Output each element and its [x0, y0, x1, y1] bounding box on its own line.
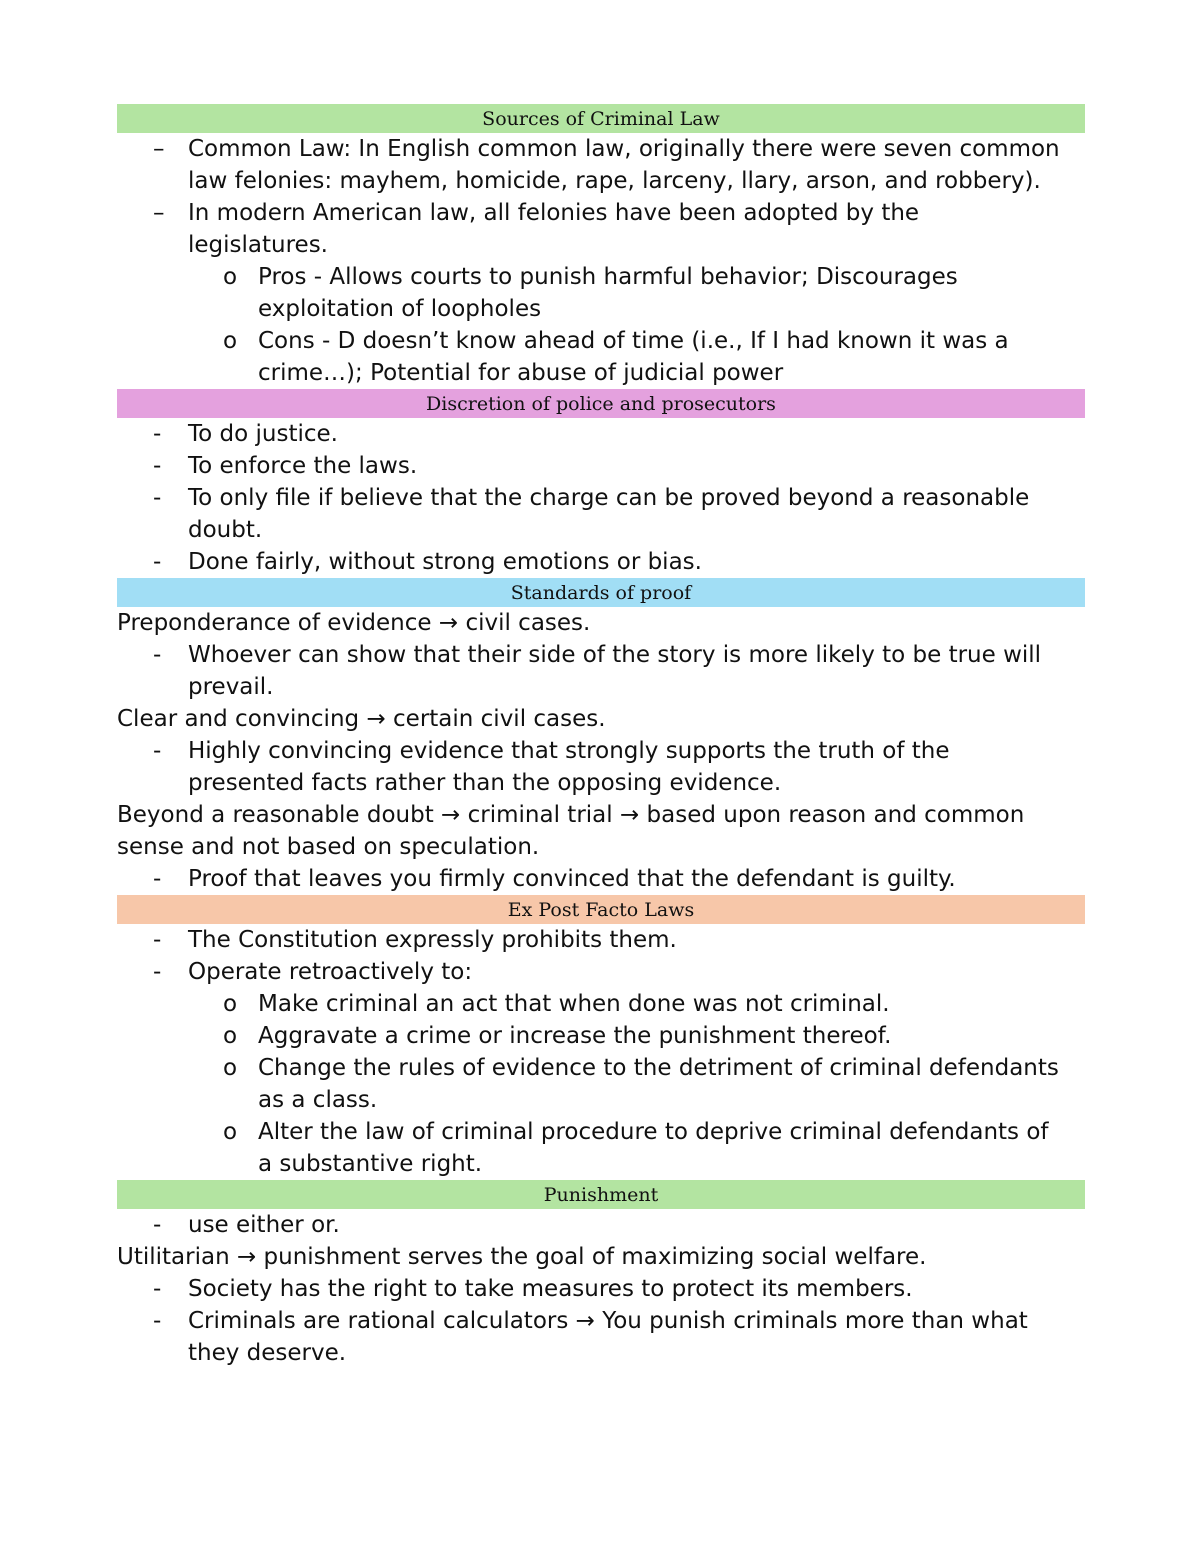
text-line: as a class. — [258, 1087, 378, 1113]
list-item — [117, 1020, 1085, 1052]
dash-bullet-icon: - — [153, 1276, 162, 1302]
list-item — [117, 1273, 1085, 1305]
text-line: law felonies: mayhem, homicide, rape, larceny, llary, arson, and robbery). — [188, 168, 1041, 194]
document-page — [117, 104, 1085, 1369]
paragraph — [117, 607, 1085, 639]
list-item — [117, 1305, 1085, 1369]
text-line: Beyond a reasonable doubt → criminal trial → based upon reason and common — [117, 802, 1025, 828]
dash-bullet-icon: - — [153, 927, 162, 953]
list-item — [117, 450, 1085, 482]
list-item — [117, 924, 1085, 956]
paragraph — [117, 799, 1085, 863]
circle-bullet-icon: o — [223, 991, 238, 1017]
paragraph — [117, 703, 1085, 735]
text-line: Common Law: In English common law, originally there were seven common — [188, 136, 1060, 162]
list-item — [117, 546, 1085, 578]
text-line: doubt. — [188, 517, 263, 543]
dash-bullet-icon: – — [153, 200, 165, 226]
list-item — [117, 197, 1085, 261]
list-item — [117, 325, 1085, 389]
section-heading: Discretion of police and prosecutors — [117, 389, 1085, 418]
dash-bullet-icon: - — [153, 1212, 162, 1238]
text-line: Alter the law of criminal procedure to deprive criminal defendants of — [258, 1119, 1049, 1145]
dash-bullet-icon: - — [153, 453, 162, 479]
text-line: sense and not based on speculation. — [117, 834, 540, 860]
dash-bullet-icon: - — [153, 959, 162, 985]
dash-bullet-icon: - — [153, 549, 162, 575]
list-item — [117, 1052, 1085, 1116]
dash-bullet-icon: - — [153, 642, 162, 668]
section-heading: Punishment — [117, 1180, 1085, 1209]
text-line: use either or. — [188, 1212, 340, 1238]
text-line: Done fairly, without strong emotions or bias. — [188, 549, 702, 575]
list-item — [117, 482, 1085, 546]
text-line: crime…); Potential for abuse of judicial power — [258, 360, 784, 386]
text-line: Utilitarian → punishment serves the goal of maximizing social welfare. — [117, 1244, 927, 1270]
text-line: Criminals are rational calculators → You punish criminals more than what — [188, 1308, 1028, 1334]
dash-bullet-icon: - — [153, 421, 162, 447]
text-line: Aggravate a crime or increase the punishment thereof. — [258, 1023, 892, 1049]
section-heading: Ex Post Facto Laws — [117, 895, 1085, 924]
list-item — [117, 863, 1085, 895]
list-item — [117, 1209, 1085, 1241]
text-line: prevail. — [188, 674, 274, 700]
text-line: legislatures. — [188, 232, 328, 258]
text-line: exploitation of loopholes — [258, 296, 542, 322]
text-line: To do justice. — [188, 421, 338, 447]
list-item — [117, 418, 1085, 450]
list-item — [117, 988, 1085, 1020]
text-line: Highly convincing evidence that strongly supports the truth of the — [188, 738, 950, 764]
text-line: presented facts rather than the opposing evidence. — [188, 770, 782, 796]
text-line: Change the rules of evidence to the detriment of criminal defendants — [258, 1055, 1059, 1081]
text-line: Pros - Allows courts to punish harmful behavior; Discourages — [258, 264, 958, 290]
list-item — [117, 639, 1085, 703]
list-item — [117, 261, 1085, 325]
dash-bullet-icon: - — [153, 866, 162, 892]
paragraph — [117, 1241, 1085, 1273]
text-line: To enforce the laws. — [188, 453, 418, 479]
text-line: Make criminal an act that when done was not criminal. — [258, 991, 890, 1017]
text-line: Cons - D doesn’t know ahead of time (i.e., If I had known it was a — [258, 328, 1009, 354]
text-line: Society has the right to take measures to protect its members. — [188, 1276, 913, 1302]
list-item — [117, 956, 1085, 988]
dash-bullet-icon: - — [153, 1308, 162, 1334]
section-heading: Sources of Criminal Law — [117, 104, 1085, 133]
text-line: Operate retroactively to: — [188, 959, 473, 985]
circle-bullet-icon: o — [223, 328, 238, 354]
dash-bullet-icon: - — [153, 738, 162, 764]
list-item — [117, 735, 1085, 799]
list-item — [117, 1116, 1085, 1180]
section-heading: Standards of proof — [117, 578, 1085, 607]
text-line: Whoever can show that their side of the story is more likely to be true will — [188, 642, 1042, 668]
dash-bullet-icon: - — [153, 485, 162, 511]
list-item — [117, 133, 1085, 197]
text-line: In modern American law, all felonies have been adopted by the — [188, 200, 920, 226]
text-line: Preponderance of evidence → civil cases. — [117, 610, 591, 636]
text-line: a substantive right. — [258, 1151, 483, 1177]
text-line: Proof that leaves you firmly convinced that the defendant is guilty. — [188, 866, 956, 892]
circle-bullet-icon: o — [223, 1023, 238, 1049]
dash-bullet-icon: – — [153, 136, 165, 162]
text-line: The Constitution expressly prohibits them. — [188, 927, 677, 953]
circle-bullet-icon: o — [223, 264, 238, 290]
circle-bullet-icon: o — [223, 1119, 238, 1145]
circle-bullet-icon: o — [223, 1055, 238, 1081]
text-line: they deserve. — [188, 1340, 347, 1366]
text-line: Clear and convincing → certain civil cases. — [117, 706, 606, 732]
text-line: To only file if believe that the charge can be proved beyond a reasonable — [188, 485, 1030, 511]
